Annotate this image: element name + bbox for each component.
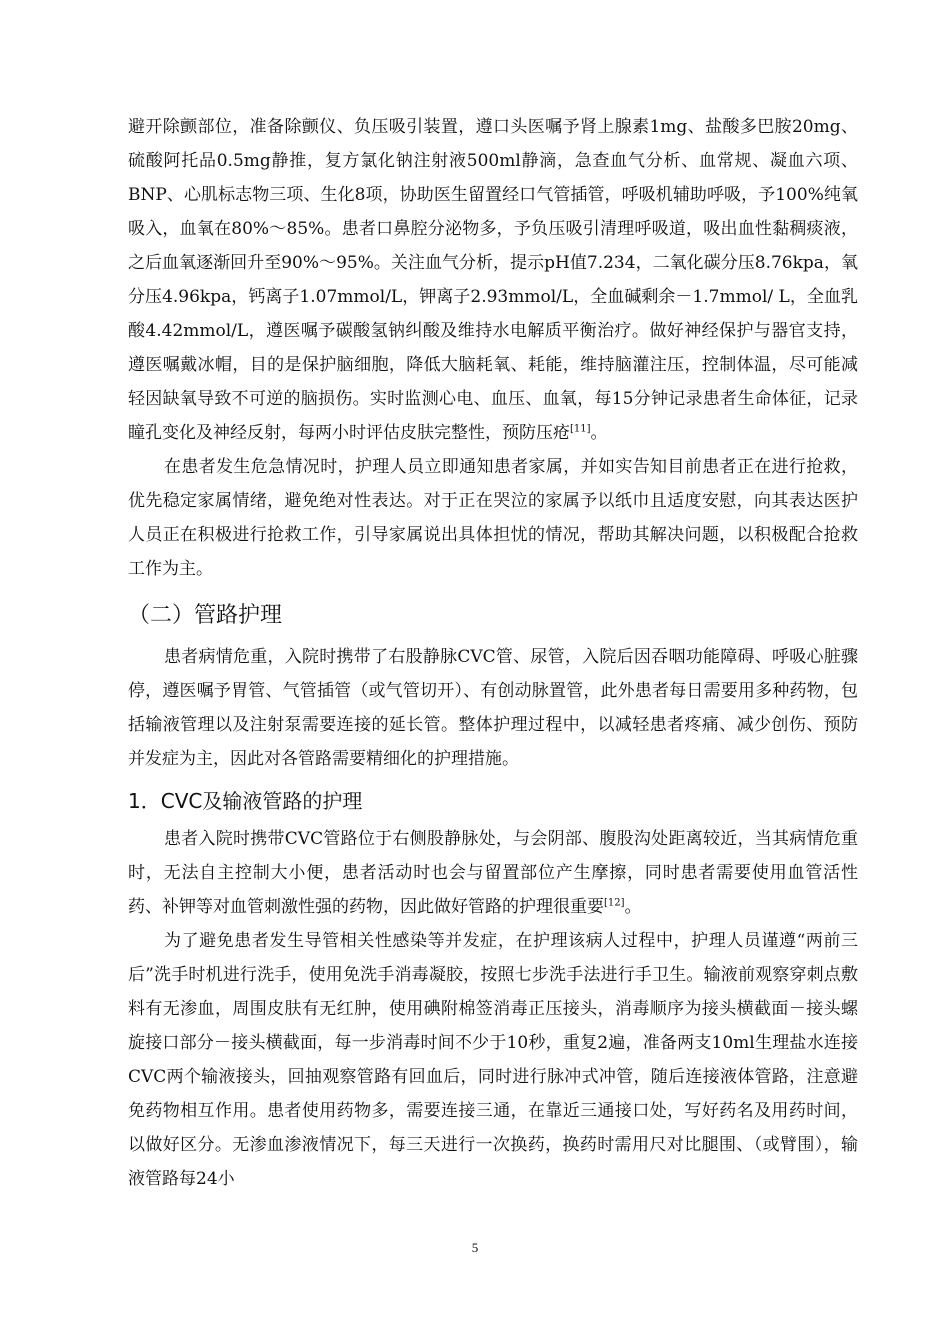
citation-ref: [11] bbox=[570, 423, 591, 435]
paragraph-family-communication: 在患者发生危急情况时，护理人员立即通知患者家属，并如实告知目前患者正在进行抢救，优先稳定家属情绪，避免绝对性表达。对于正在哭泣的家属予以纸巾且适度安慰，向其表达医护人员正在积极进行抢救工作，引导家属说出具体担忧的情况，帮助其解决问题，以积极配合抢救工作为主。 bbox=[128, 457, 858, 579]
paragraph-text: 避开除颤部位，准备除颤仪、负压吸引装置，遵口头医嘱予肾上腺素1mg、盐酸多巴胺20mg、硫酸阿托品0.5mg静推，复方氯化钠注射液500ml静滴，急查血气分析、血常规、凝血六项、BNP、心肌标志物三项、生化8项，协助医生留置经口气管插管，呼吸机辅助呼吸，予100%纯氧吸入，血氧在80%～85%。患者口鼻腔分泌物多，予负压吸引清理呼吸道，吸出血性黏稠痰液，之后血氧逐渐回升至90%～95%。关注血气分析，提示pH值7.234，二氧化碳分压8.76kpa，氧分压4.96kpa，钙离子1.07mmol/L，钾离子2.93mmol/L，全血碱剩余－1.7mmol/ L，全血乳酸4.42mmol/L，遵医嘱予碳酸氢钠纠酸及维持水电解质平衡治疗。做好神经保护与器官支持，遵医嘱戴冰帽，目的是保护脑细胞，降低大脑耗氧、耗能，维持脑灌注压，控制体温，尽可能减轻因缺氧导致不可逆的脑损伤。实时监测心电、血压、血氧，每15分钟记录患者生命体征，记录瞳孔变化及神经反射，每两小时评估皮肤完整性，预防压疮 bbox=[128, 117, 858, 443]
subsection-heading: 1．CVC及输液管路的护理 bbox=[128, 789, 363, 813]
paragraph-tube-care-intro: 患者病情危重，入院时携带了右股静脉CVC管、尿管，入院后因吞咽功能障碍、呼吸心脏骤停，遵医嘱予胃管、气管插管（或气管切开）、有创动脉置管，此外患者每日需要用多种药物，包括输液管理以及注射泵需要连接的延长管。整体护理过程中，以减轻患者疼痛、减少创伤、预防并发症为主，因此对各管路需要精细化的护理措施。 bbox=[128, 647, 858, 769]
paragraph-end: 。 bbox=[590, 423, 608, 443]
page-number: 5 bbox=[471, 1240, 479, 1255]
paragraph-infection-prevention: 为了避免患者发生导管相关性感染等并发症，在护理该病人过程中，护理人员谨遵“两前三后”洗手时机进行洗手，使用免洗手消毒凝胶，按照七步洗手法进行手卫生。输液前观察穿刺点敷料有无渗血，周围皮肤有无红肿，使用碘附棉签消毒正压接头，消毒顺序为接头横截面－接头螺旋接口部分－接头横截面，每一步消毒时间不少于10秒，重复2遍，准备两支10ml生理盐水连接CVC两个输液接头，回抽观察管路有回血后，同时进行脉冲式冲管，随后连接液体管路，注意避免药物相互作用。患者使用药物多，需要连接三通，在靠近三通接口处，写好药名及用药时间，以做好区分。无渗血渗液情况下，每三天进行一次换药，换药时需用尺对比腿围、（或臂围），输液管路每24小 bbox=[128, 931, 858, 1189]
body-text bbox=[128, 110, 858, 1196]
paragraph-text: 患者入院时携带CVC管路位于右侧股静脉处，与会阴部、腹股沟处距离较近，当其病情危重时，无法自主控制大小便，患者活动时也会与留置部位产生摩擦，同时患者需要使用血管活性药、补钾等对血管刺激性强的药物，因此做好管路的护理很重要 bbox=[128, 829, 858, 917]
section-heading: （二）管路护理 bbox=[128, 603, 283, 628]
citation-ref: [12] bbox=[604, 897, 625, 909]
paragraph-end: 。 bbox=[624, 897, 642, 917]
paragraph-cvc-location bbox=[128, 822, 858, 924]
paragraph-resuscitation-measures bbox=[128, 110, 858, 450]
